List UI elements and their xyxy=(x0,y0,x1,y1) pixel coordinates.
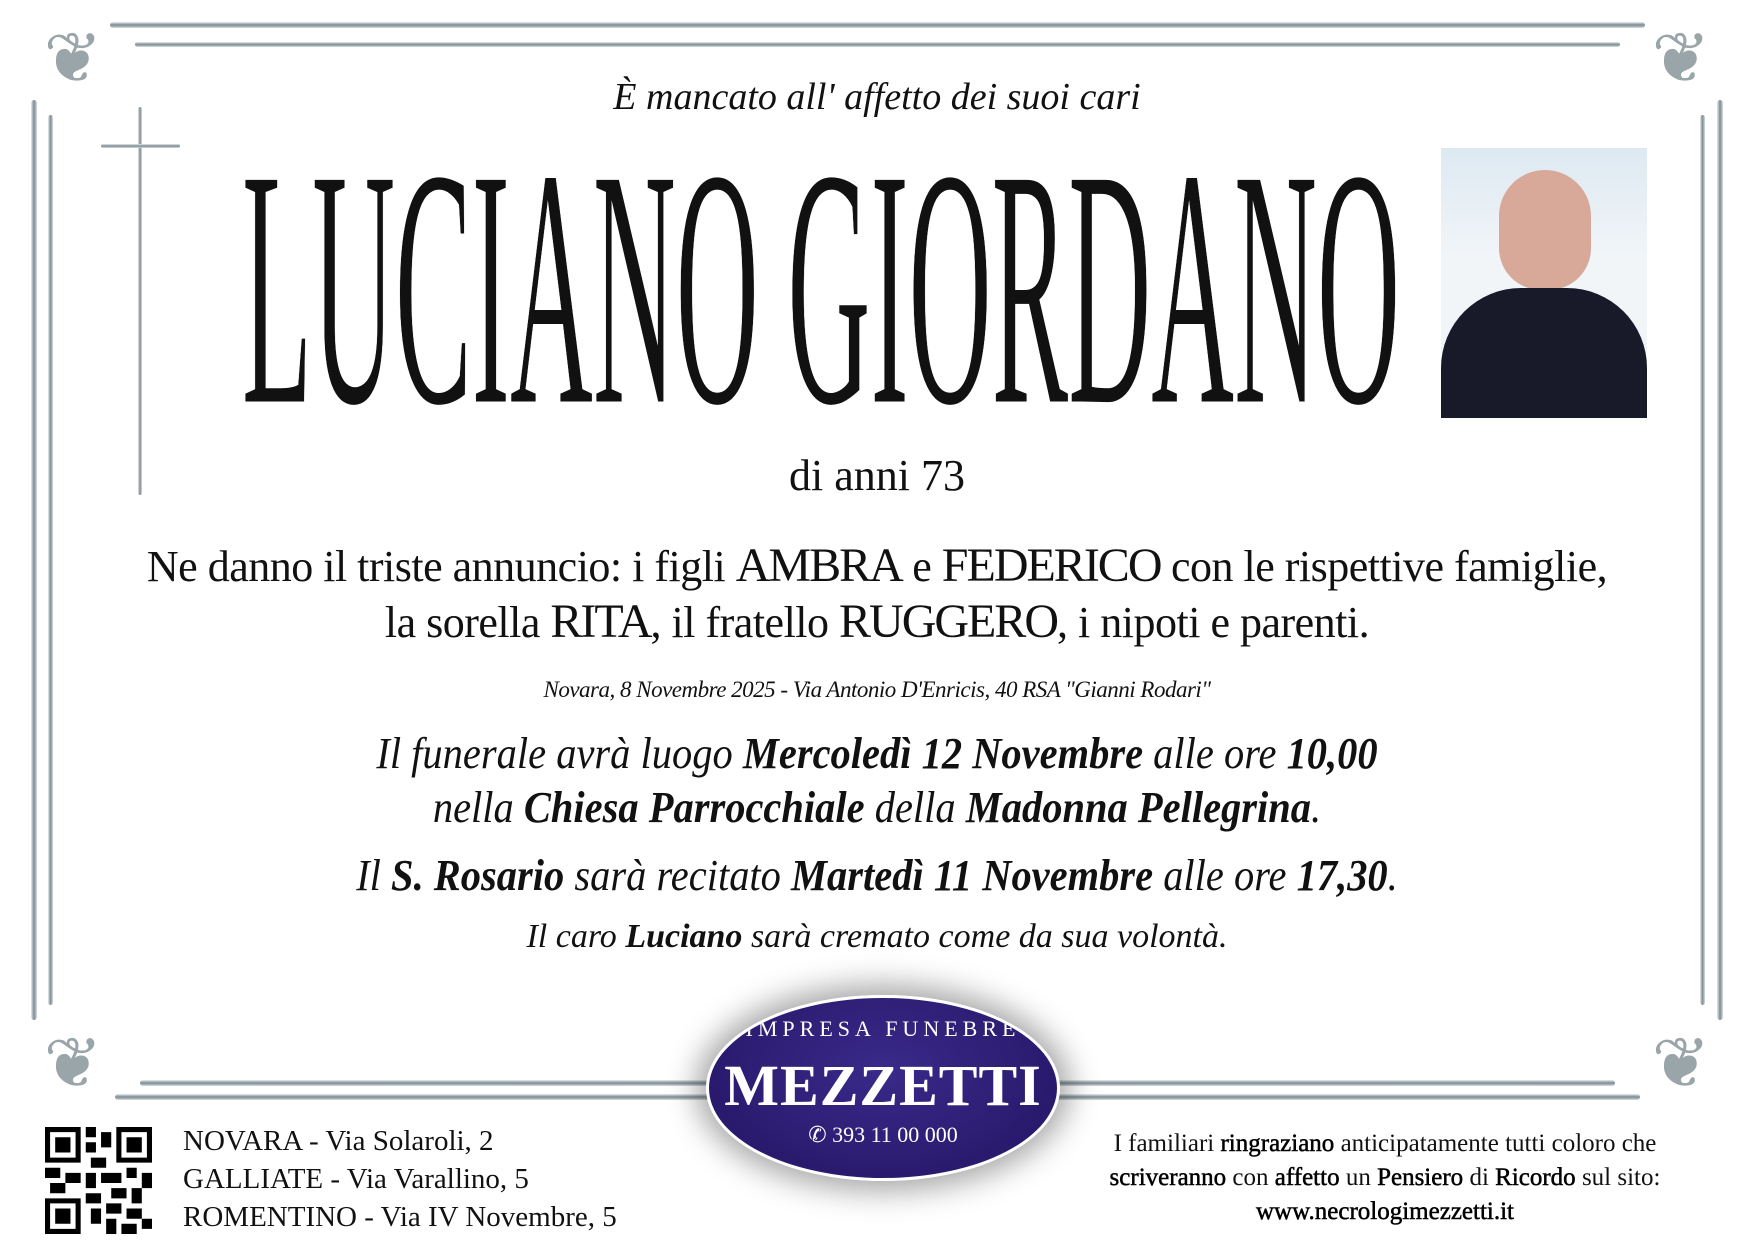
funeral-line-2: nella Chiesa Parrocchiale della Madonna Pellegrina. xyxy=(432,783,1322,832)
portrait-photo xyxy=(1441,148,1647,418)
address-item: GALLIATE - Via Varallino, 5 xyxy=(183,1163,529,1195)
qr-code xyxy=(45,1127,152,1234)
frame-top-inner xyxy=(135,42,1620,47)
corner-ornament-icon: ❦ xyxy=(1651,21,1711,98)
address-list xyxy=(183,1122,617,1236)
cross-bar xyxy=(101,144,180,148)
cross-icon xyxy=(138,107,142,495)
rosary-line: Il S. Rosario sarà recitato Martedì 11 Novembre alle ore 17,30. xyxy=(356,851,1398,900)
website-link[interactable]: www.necrologimezzetti.it xyxy=(1255,1198,1514,1225)
svg-text:LUCIANO GIORDANO: LUCIANO GIORDANO xyxy=(242,155,1400,410)
funeral-home-logo: IMPRESA FUNEBRE MEZZETTI ✆ 393 11 00 000 xyxy=(706,995,1060,1181)
place-date: Novara, 8 Novembre 2025 - Via Antonio D'Enricis, 40 RSA "Gianni Rodari" xyxy=(543,677,1211,702)
announcement-line-2: la sorella RITA, il fratello RUGGERO, i nipoti e parenti. xyxy=(384,595,1370,648)
announcement-line-1: Ne danno il triste annuncio: i figli AMBRA e FEDERICO con le rispettive famiglie, xyxy=(146,539,1608,592)
thanks-text: I familiari ringraziano anticipatamente tutti coloro che scriveranno con affetto un Pensiero di Ricordo sul sito: www.necrologimezzetti.it xyxy=(1109,1130,1661,1225)
cremation-line: Il caro Luciano sarà cremato come da sua volontà. xyxy=(526,918,1228,955)
age: di anni 73 xyxy=(789,451,965,500)
phone-icon: ✆ xyxy=(808,1122,827,1147)
deceased-name xyxy=(240,155,1405,410)
corner-ornament-icon: ❦ xyxy=(43,1026,103,1103)
corner-ornament-icon: ❦ xyxy=(43,21,103,98)
address-item: NOVARA - Via Solaroli, 2 xyxy=(183,1125,494,1157)
funeral-line-1: Il funerale avrà luogo Mercoledì 12 Novembre alle ore 10,00 xyxy=(376,729,1378,778)
corner-ornament-icon: ❦ xyxy=(1651,1026,1711,1103)
subtitle: È mancato all' affetto dei suoi cari xyxy=(613,76,1141,118)
frame-top-outer xyxy=(110,22,1645,28)
address-item: ROMENTINO - Via IV Novembre, 5 xyxy=(183,1201,617,1233)
